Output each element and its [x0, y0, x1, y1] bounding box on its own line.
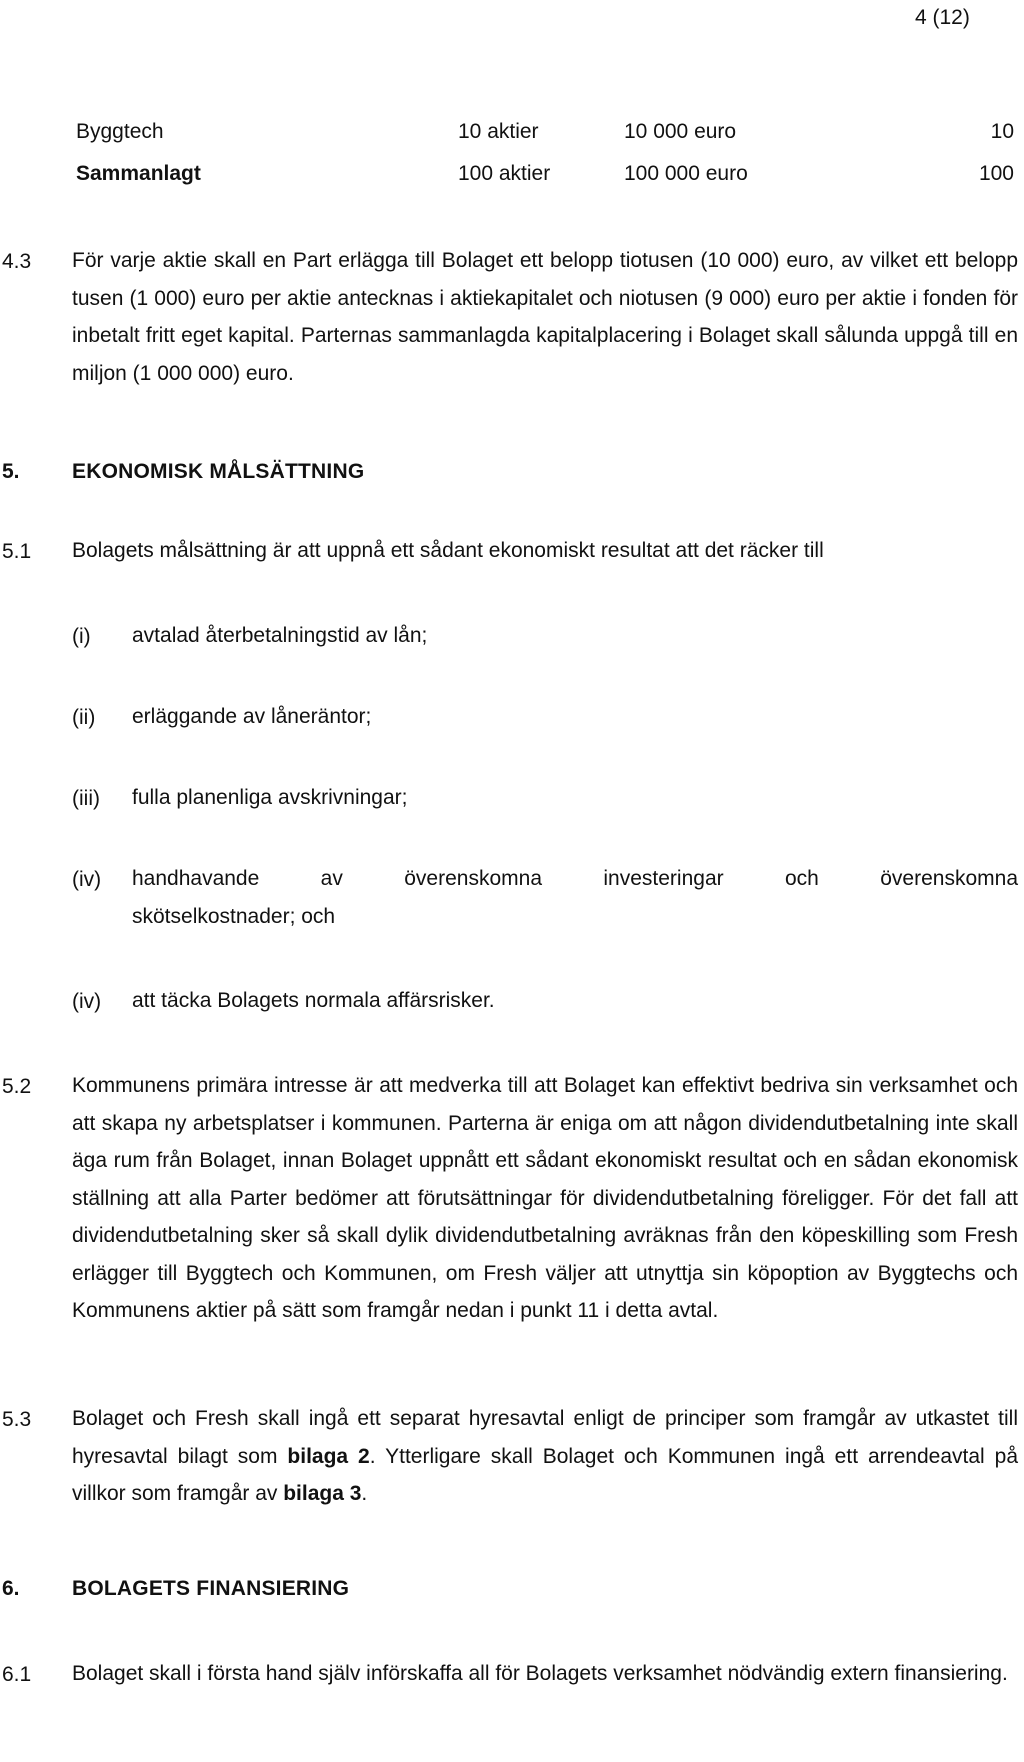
share-amount: 10 000 euro — [624, 120, 737, 143]
clause-5-3-text — [72, 1400, 1018, 1513]
text-run: Bolaget och Fresh skall ingå ett separat hyresavtal enligt de principer som framgår av utkastet till hyresavtal bilagt som — [72, 1407, 1018, 1468]
page-number: 4 (12) — [915, 6, 970, 29]
section-number: 5. — [2, 460, 20, 483]
list-item-line: handhavande av överenskomna investeringar och överenskomna — [132, 867, 1018, 890]
text-run: . Ytterligare skall Bolaget och Kommunen ingå ett arrendeavtal på villkor som framgår av — [72, 1444, 1019, 1505]
clause-number: 5.1 — [2, 540, 32, 563]
appendix-reference: bilaga 2 — [287, 1444, 370, 1468]
clause-4-3-text: För varje aktie skall en Part erlägga till Bolaget ett belopp tiotusen (10 000) euro, av vilket ett belopp tusen (1 000) euro per aktie antecknas i aktiekapitalet och niotusen (9 000) euro per aktie i fonden för inbetalt fritt eget kapital. Parternas sammanlagda kapitalplacering i Bolaget skall sålunda uppgå till en miljon (1 000 000) euro. — [72, 249, 1018, 385]
list-marker: (i) — [72, 625, 91, 648]
share-percent: 10 — [990, 120, 1014, 143]
clause-number: 6.1 — [2, 1663, 32, 1686]
section-heading: BOLAGETS FINANSIERING — [72, 1577, 350, 1600]
list-item: att täcka Bolagets normala affärsrisker. — [132, 989, 495, 1012]
list-marker: (ii) — [72, 706, 96, 729]
list-item — [132, 860, 1018, 935]
table-total-row — [76, 162, 1014, 192]
clause-number: 5.3 — [2, 1408, 32, 1431]
appendix-reference: bilaga 3 — [283, 1482, 362, 1505]
list-item-line: skötselkostnader; och — [132, 904, 336, 928]
clause-number: 5.2 — [2, 1075, 32, 1098]
section-number: 6. — [2, 1577, 20, 1600]
text-run: . — [361, 1482, 368, 1505]
clause-number: 4.3 — [2, 250, 32, 273]
total-amount: 100 000 euro — [624, 162, 748, 185]
section-heading: EKONOMISK MÅLSÄTTNING — [72, 460, 365, 483]
list-marker: (iv) — [72, 990, 102, 1013]
share-count: 10 aktier — [458, 120, 539, 143]
clause-5-2-text: Kommunens primära intresse är att medverka till att Bolaget kan effektivt bedriva sin verksamhet och att skapa ny arbetsplatser i kommunen. Parterna är eniga om att någon dividendutbetalning inte skall äga rum från Bolaget, innan Bolaget uppnått ett sådant ekonomiskt resultat och en sådan ekonomisk ställning att alla Parter bedömer att förutsättningar för dividendutbetalning föreligger. För det fall att dividendutbetalning sker så skall dylik dividendutbetalning avräknas från den köpeskilling som Fresh erlägger till Byggtech och Kommunen, om Fresh väljer att utnyttja sin köpoption av Byggtechs och Kommunens aktier på sätt som framgår nedan i punkt 11 i detta avtal. — [72, 1074, 1018, 1322]
total-label: Sammanlagt — [76, 162, 201, 185]
table-row — [76, 120, 1014, 150]
party-name: Byggtech — [76, 120, 164, 143]
list-item: avtalad återbetalningstid av lån; — [132, 624, 428, 647]
list-marker: (iii) — [72, 787, 100, 810]
list-marker: (iv) — [72, 868, 102, 891]
clause-6-1-text: Bolaget skall i första hand själv införskaffa all för Bolagets verksamhet nödvändig extern finansiering. — [72, 1662, 1008, 1685]
list-item: fulla planenliga avskrivningar; — [132, 786, 408, 809]
total-share-count: 100 aktier — [458, 162, 551, 185]
total-percent: 100 — [978, 162, 1014, 185]
clause-5-1-text: Bolagets målsättning är att uppnå ett sådant ekonomiskt resultat att det räcker till — [72, 539, 824, 562]
list-item: erläggande av låneräntor; — [132, 705, 372, 728]
